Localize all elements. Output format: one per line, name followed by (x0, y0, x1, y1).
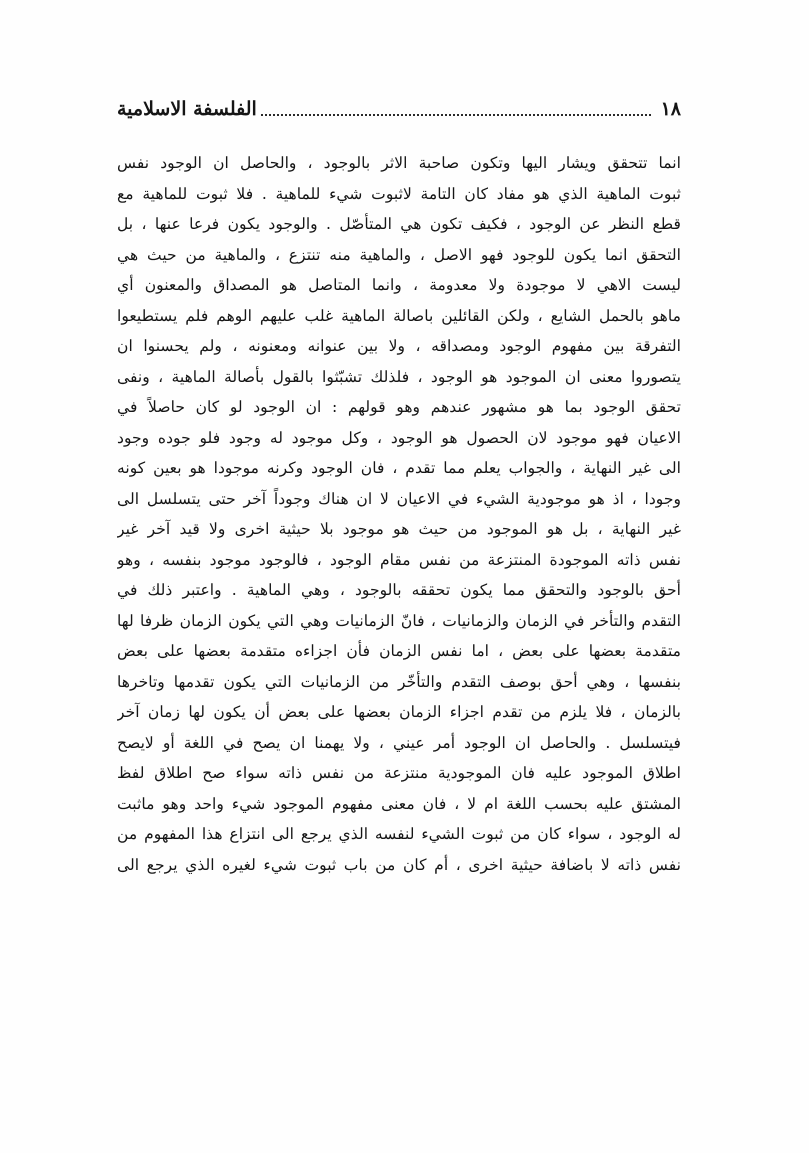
text-line: فيتسلسل . والحاصل ان الوجود أمر عيني ، ولا يهمنا ان يصح في اللغة أو لايصح (117, 733, 681, 752)
text-line: ماهو بالحمل الشايع ، ولكن القائلين باصالة الماهية غلب عليهم الوهم فلم يستطيعوا (117, 306, 681, 325)
page-header (117, 92, 681, 126)
text-line: ثبوت الماهية الذي هو مفاد كان التامة لاثبوت شيء للماهية . فلا ثبوت للماهية مع (117, 184, 681, 203)
text-line: أحق بالوجود والتحقق مما يكون تحققه بالوجود ، وهي الماهية . واعتبر ذلك في (117, 581, 681, 599)
text-line: متقدمة بعضها على بعض ، اما نفس الزمان فأن اجزاءه متقدمة بعضها على بعض (117, 642, 681, 660)
text-line: انما تتحقق ويشار اليها وتكون صاحبة الاثر بالوجود ، والحاصل ان الوجود نفس (117, 154, 681, 172)
text-line: قطع النظر عن الوجود ، فكيف تكون هي المتأصّل . والوجود يكون فرعا عنها ، بل (117, 215, 681, 233)
text-line: التقدم والتأخر في الزمان والزمانيات ، فانّ الزمانيات وهي التي يكون الزمان ظرفا لها (117, 611, 681, 630)
text-line: تحقق الوجود بما هو مشهور عندهم وهو قولهم : ان الوجود لو كان حاصلاً في (117, 398, 681, 416)
text-line: الى غير النهاية ، والجواب يعلم مما تقدم ، فان الوجود وكرنه موجودا هو بعين كونه (117, 459, 681, 477)
text-line: اطلاق الموجود عليه فان الموجودية منتزعة من نفس ذاته سواء صح اطلاق لفظ (117, 764, 681, 782)
text-line: له الوجود ، سواء كان من ثبوت الشيء لنفسه الذي يرجع الى انتزاع هذا المفهوم من (117, 825, 681, 843)
text-line: المشتق عليه بحسب اللغة ام لا ، فان معنى مفهوم الموجود شيء واحد وهو ماثبت (117, 794, 681, 813)
text-line: التحقق انما يكون للوجود فهو الاصل ، والماهية منه تنتزع ، والماهية من حيث هي (117, 245, 681, 264)
text-line: التفرقة بين مفهوم الوجود ومصداقه ، ولا بين عنوانه ومعنونه ، ولم يحسنوا ان (117, 337, 681, 355)
page-number: ١٨ (660, 98, 681, 120)
text-line: غير النهاية ، بل هو الموجود من حيث هو موجود بلا حيثية اخرى ولا قيد آخر غير (117, 520, 681, 538)
dotted-leader (261, 114, 651, 116)
body-text (117, 148, 681, 880)
text-line: نفس ذاته الموجودة المنتزعة من نفس مقام الوجود ، فالوجود موجود بنفسه ، وهو (117, 550, 681, 569)
running-title: الفلسفة الاسلامية (117, 98, 257, 120)
text-line: وجودا ، اذ هو موجودية الشيء في الاعيان لا ان هناك وجوداً آخر حتى يتسلسل الى (117, 489, 681, 508)
text-line: ليست الاهي لا موجودة ولا معدومة ، وانما المتاصل هو المصداق والمعنون أي (117, 276, 681, 294)
text-line: بالزمان ، فلا يلزم من تقدم اجزاء الزمان بعضها على بعض أن يكون لها زمان آخر (117, 703, 681, 721)
text-line: بنفسها ، وهي أحق بوصف التقدم والتأخّر من الزمانيات التي يكون تقدمها وتاخرها (117, 672, 681, 691)
text-line: الاعيان فهو موجود لان الحصول هو الوجود ، وكل موجود له وجود فلو جوده وجود (117, 428, 681, 447)
text-line: يتصوروا معنى ان الموجود هو الوجود ، فلذلك تشبّثوا بالقول بأصالة الماهية ، ونفى (117, 367, 681, 386)
text-line: نفس ذاته لا باضافة حيثية اخرى ، أم كان من باب ثبوت شيء لغيره الذي يرجع الى (117, 855, 681, 874)
